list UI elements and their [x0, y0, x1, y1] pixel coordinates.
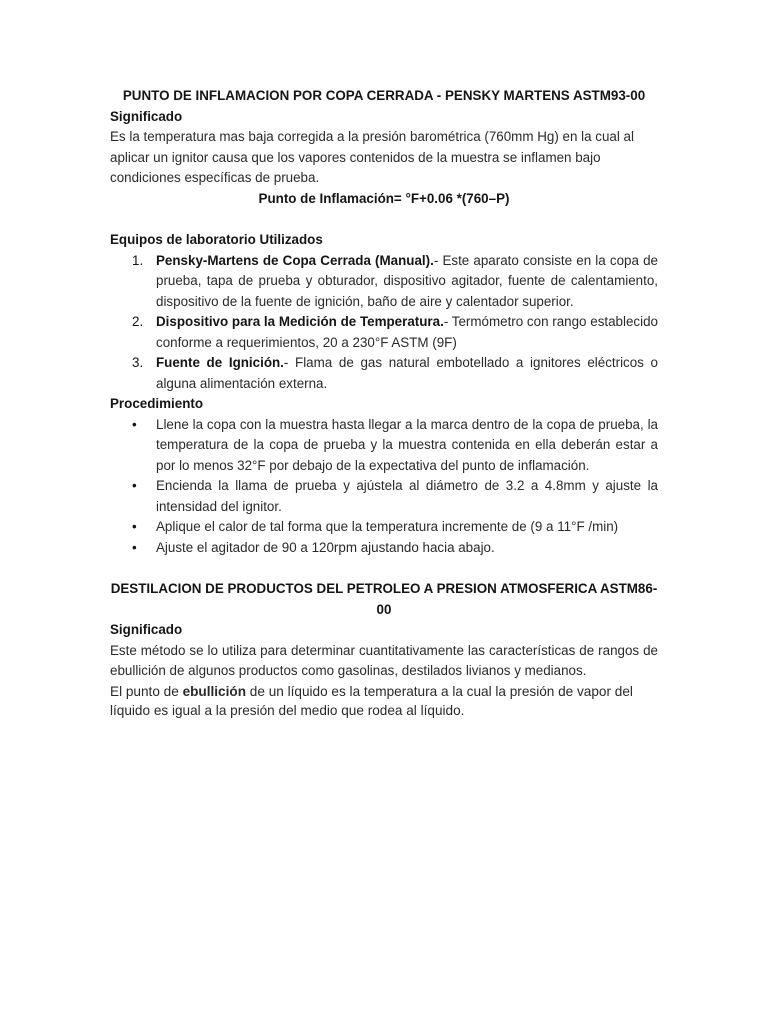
list-item-text: - Termómetro con rango establecido conforme a requerimientos, 20 a 230°F ASTM (9F): [156, 314, 658, 350]
section2-significado-text: Este método se lo utiliza para determinar cuantitativamente las características de rangos de ebullición de algunos productos como gasolinas, destilados livianos y medianos.: [110, 642, 658, 678]
equipos-heading: Equipos de laboratorio Utilizados: [110, 232, 323, 247]
ebullicion-paragraph: [110, 682, 658, 720]
section2-title: DESTILACION DE PRODUCTOS DEL PETROLEO A PRESION ATMOSFERICA ASTM86-00: [110, 581, 658, 617]
list-number: 2.: [132, 314, 144, 329]
list-item: [110, 517, 658, 538]
ebullicion-term: ebullición: [182, 683, 247, 699]
list-item: [110, 415, 658, 477]
list-item: [110, 251, 658, 313]
ebullicion-text-post: de un líquido es la temperatura a la cual la presión de vapor del líquido es igual a la presión del medio que rodea al líquido.: [110, 683, 633, 718]
list-item: [110, 476, 658, 517]
list-item: [110, 353, 658, 394]
section2-significado-heading: Significado: [110, 622, 183, 637]
section1-significado-text: Es la temperatura mas baja corregida a la presión barométrica (760mm Hg) en la cual al aplicar un ignitor causa que los vapores contenidos de la muestra se inflamen bajo condiciones específicas de prueba.: [110, 129, 634, 185]
list-item-text: - Flama de gas natural embotellado a ignitores eléctricos o alguna alimentación externa.: [156, 355, 658, 391]
bullet-icon: •: [132, 478, 137, 493]
bullet-icon: •: [132, 519, 137, 534]
bullet-icon: •: [132, 539, 137, 555]
ebullicion-text-pre: El punto de: [110, 683, 183, 699]
equipos-list: [110, 251, 658, 395]
list-item-text: - Este aparato consiste en la copa de prueba, tapa de prueba y obturador, dispositivo agitador, fuente de calentamiento, dispositivo de la fuente de ignición, baño de aire y calentador superior.: [156, 252, 658, 309]
section1-title: PUNTO DE INFLAMACION POR COPA CERRADA - PENSKY MARTENS ASTM93-00: [122, 88, 646, 103]
list-item-text: Llene la copa con la muestra hasta llegar a la marca dentro de la copa de prueba, la temperatura de la copa de prueba y la muestra contenida en ella deberán estar a por lo menos 32°F por debajo de la expectativa del punto de inflamación.: [156, 416, 658, 473]
list-item-lead: Dispositivo para la Medición de Temperatura.: [156, 314, 444, 329]
list-item-text: Ajuste el agitador de 90 a 120rpm ajustando hacia abajo.: [156, 539, 495, 555]
list-item: [110, 312, 658, 353]
flash-point-formula: Punto de Inflamación= °F+0.06 *(760–P): [258, 190, 510, 206]
procedimiento-list: [110, 415, 658, 559]
document-page: [110, 86, 658, 720]
list-item-lead: Fuente de Ignición.: [156, 355, 284, 370]
list-number: 1.: [132, 252, 144, 268]
spacer: [110, 558, 658, 579]
procedimiento-heading: Procedimiento: [110, 396, 204, 411]
spacer: [110, 209, 658, 230]
bullet-icon: •: [132, 416, 137, 432]
list-item-text: Encienda la llama de prueba y ajústela al diámetro de 3.2 a 4.8mm y ajuste la intensidad del ignitor.: [156, 478, 658, 514]
list-item-lead: Pensky-Martens de Copa Cerrada (Manual).: [156, 252, 434, 268]
list-number: 3.: [132, 355, 144, 370]
list-item: [110, 538, 658, 559]
section1-significado-heading: Significado: [110, 108, 183, 124]
list-item-text: Aplique el calor de tal forma que la temperatura incremente de (9 a 11°F /min): [156, 519, 619, 534]
